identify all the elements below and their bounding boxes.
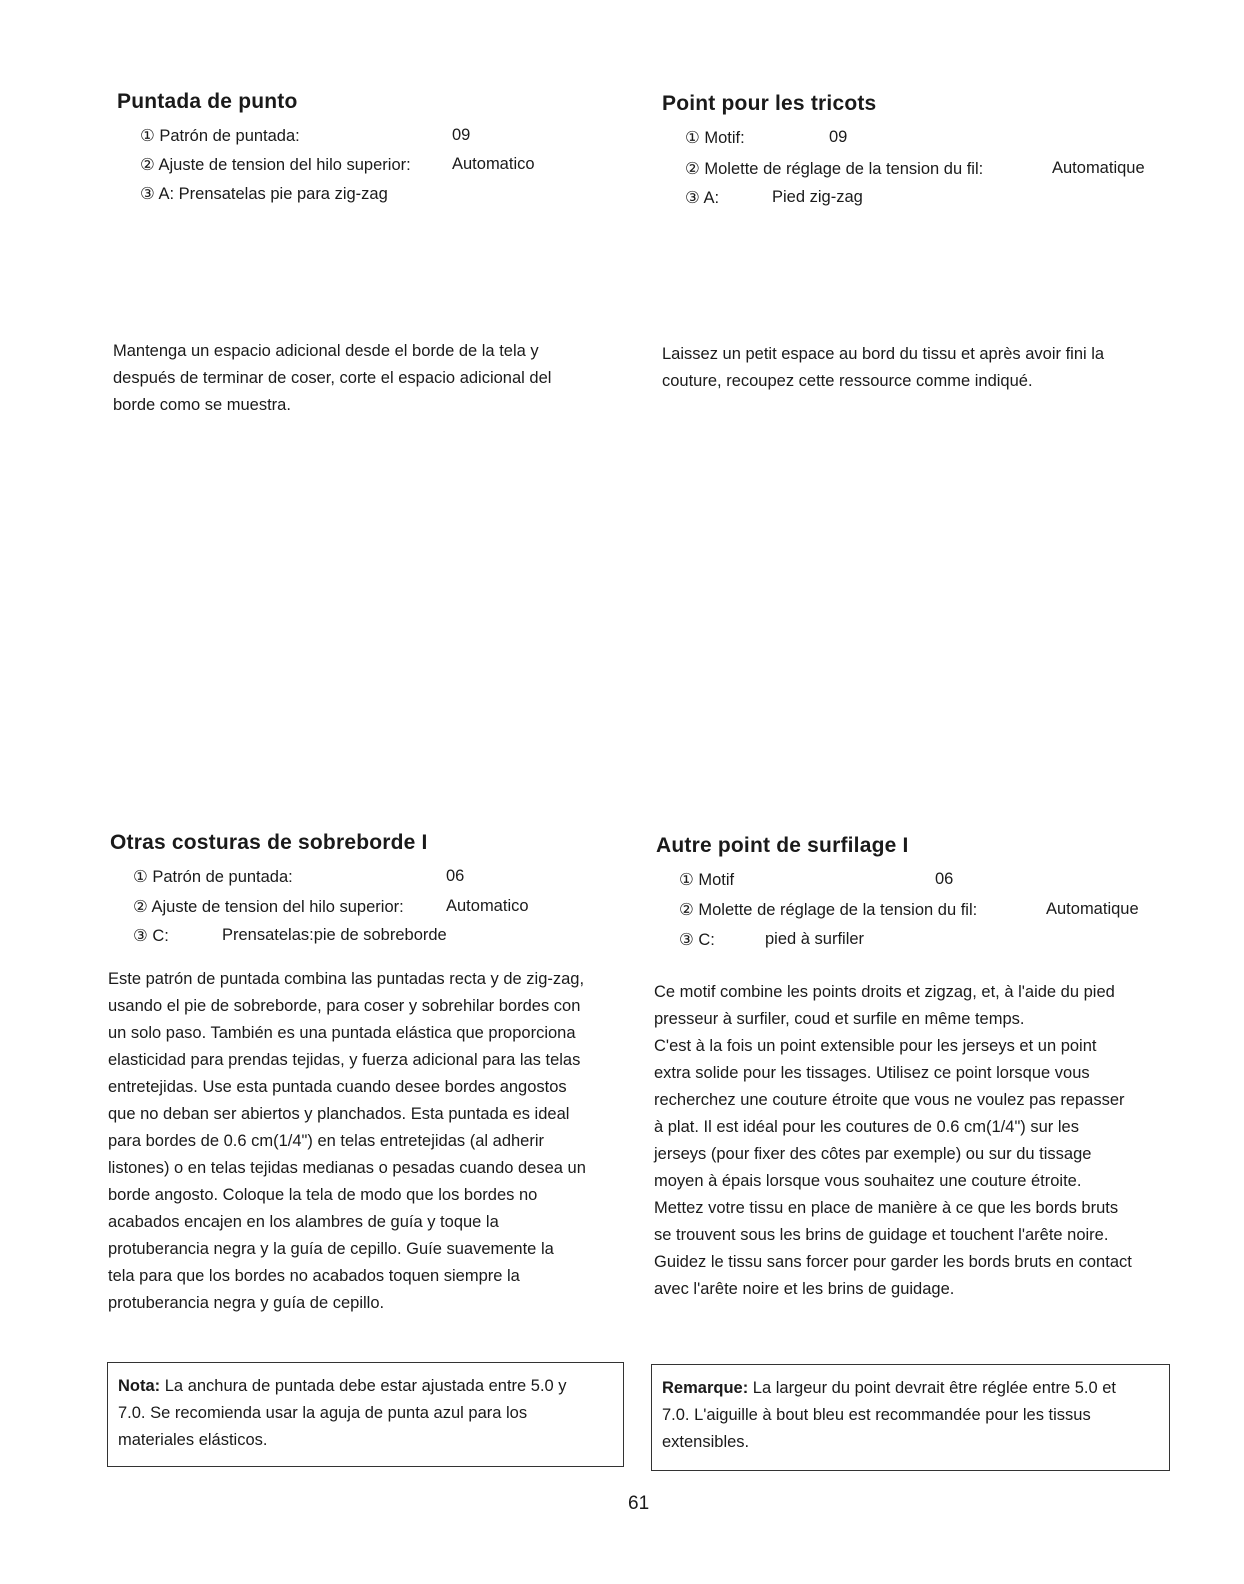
fr-bottom-row-3-label: ③ C: bbox=[679, 931, 715, 949]
es-bottom-line: entretejidas. Use esta puntada cuando desee bordes angostos bbox=[108, 1078, 567, 1096]
es-note-text: La anchura de puntada debe estar ajustada entre 5.0 y bbox=[160, 1377, 567, 1395]
fr-top-row-2-label: ② Molette de réglage de la tension du fil: bbox=[685, 160, 984, 178]
fr-top-paragraph bbox=[662, 341, 1182, 395]
es-top-row-3-label: ③ A: Prensatelas pie para zig-zag bbox=[140, 185, 388, 203]
fr-bottom-line: presseur à surfiler, coud et surfile en même temps. bbox=[654, 1010, 1025, 1028]
fr-bottom-row-3-value: pied à surfiler bbox=[765, 930, 865, 948]
es-top-para-line: después de terminar de coser, corte el espacio adicional del bbox=[113, 369, 552, 387]
fr-top-row-3-label: ③ A: bbox=[685, 189, 720, 207]
es-note-line: materiales elásticos. bbox=[118, 1431, 268, 1449]
fr-note-line: extensibles. bbox=[662, 1433, 750, 1451]
fr-top-heading: Point pour les tricots bbox=[662, 92, 877, 115]
fr-bottom-line: se trouvent sous les brins de guidage et touchent l'arête noire. bbox=[654, 1226, 1109, 1244]
es-note-line bbox=[118, 1373, 613, 1400]
fr-bottom-row-2-value: Automatique bbox=[1046, 900, 1139, 918]
es-note-label: Nota: bbox=[118, 1377, 161, 1395]
fr-note-box bbox=[651, 1364, 1170, 1471]
fr-top-para-line: Laissez un petit espace au bord du tissu et après avoir fini la bbox=[662, 345, 1105, 363]
fr-top-row-1-label: ① Motif: bbox=[685, 129, 745, 147]
es-top-paragraph bbox=[113, 338, 633, 419]
es-bottom-heading: Otras costuras de sobreborde I bbox=[110, 831, 428, 854]
es-bottom-line: elasticidad para prendas tejidas, y fuerza adicional para las telas bbox=[108, 1051, 581, 1069]
fr-bottom-row-1-value: 06 bbox=[935, 870, 954, 888]
es-bottom-line: acabados encajen en los alambres de guía y toque la bbox=[108, 1213, 499, 1231]
es-bottom-line: protuberancia negra y la guía de cepillo. Guíe suavemente la bbox=[108, 1240, 554, 1258]
es-top-row-1-label: ① Patrón de puntada: bbox=[140, 127, 300, 145]
fr-note-label: Remarque: bbox=[662, 1379, 749, 1397]
es-bottom-paragraph bbox=[108, 966, 638, 1317]
es-bottom-row-3-value: Prensatelas:pie de sobreborde bbox=[222, 926, 447, 944]
fr-bottom-paragraph bbox=[654, 979, 1214, 1303]
fr-top-row-1-value: 09 bbox=[829, 128, 848, 146]
es-top-row-2-value: Automatico bbox=[452, 155, 535, 173]
es-bottom-line: borde angosto. Coloque la tela de modo que los bordes no bbox=[108, 1186, 538, 1204]
es-note-line: 7.0. Se recomienda usar la aguja de punta azul para los bbox=[118, 1404, 528, 1422]
fr-bottom-line: Guidez le tissu sans forcer pour garder les bords bruts en contact bbox=[654, 1253, 1132, 1271]
es-bottom-line: usando el pie de sobreborde, para coser y sobrehilar bordes con bbox=[108, 997, 581, 1015]
fr-bottom-line: à plat. Il est idéal pour les coutures de 0.6 cm(1/4") sur les bbox=[654, 1118, 1079, 1136]
fr-bottom-line: jerseys (pour fixer des côtes par exemple) ou sur du tissage bbox=[654, 1145, 1092, 1163]
fr-bottom-row-2-label: ② Molette de réglage de la tension du fil: bbox=[679, 901, 978, 919]
es-bottom-line: listones) o en telas tejidas medianas o pesadas cuando desea un bbox=[108, 1159, 586, 1177]
fr-bottom-line: Mettez votre tissu en place de manière à ce que les bords bruts bbox=[654, 1199, 1119, 1217]
es-bottom-line: un solo paso. También es una puntada elástica que proporciona bbox=[108, 1024, 576, 1042]
fr-bottom-heading: Autre point de surfilage I bbox=[656, 834, 909, 857]
es-bottom-row-3-label: ③ C: bbox=[133, 927, 169, 945]
es-top-heading: Puntada de punto bbox=[117, 90, 298, 113]
fr-note-line: 7.0. L'aiguille à bout bleu est recommandée pour les tissus bbox=[662, 1406, 1091, 1424]
es-bottom-row-2-value: Automatico bbox=[446, 897, 529, 915]
es-top-para-line: Mantenga un espacio adicional desde el borde de la tela y bbox=[113, 342, 539, 360]
fr-top-para-line: couture, recoupez cette ressource comme indiqué. bbox=[662, 372, 1033, 390]
es-bottom-row-1-value: 06 bbox=[446, 867, 465, 885]
es-bottom-line: que no deban ser abiertos y planchados. Esta puntada es ideal bbox=[108, 1105, 570, 1123]
es-bottom-row-2-label: ② Ajuste de tension del hilo superior: bbox=[133, 898, 404, 916]
fr-bottom-line: C'est à la fois un point extensible pour les jerseys et un point bbox=[654, 1037, 1097, 1055]
es-bottom-line: para bordes de 0.6 cm(1/4") en telas entretejidas (al adherir bbox=[108, 1132, 545, 1150]
fr-bottom-line: Ce motif combine les points droits et zigzag, et, à l'aide du pied bbox=[654, 983, 1115, 1001]
es-bottom-line: Este patrón de puntada combina las puntadas recta y de zig-zag, bbox=[108, 970, 585, 988]
fr-top-row-3-value: Pied zig-zag bbox=[772, 188, 863, 206]
fr-bottom-row-1-label: ① Motif bbox=[679, 871, 735, 889]
fr-bottom-line: moyen à épais lorsque vous souhaitez une couture étroite. bbox=[654, 1172, 1082, 1190]
es-top-row-1 bbox=[140, 126, 300, 146]
fr-top-row-2-value: Automatique bbox=[1052, 159, 1145, 177]
es-bottom-line: protuberancia negra y guía de cepillo. bbox=[108, 1294, 385, 1312]
fr-bottom-line: extra solide pour les tissages. Utilisez ce point lorsque vous bbox=[654, 1064, 1090, 1082]
es-top-para-line: borde como se muestra. bbox=[113, 396, 291, 414]
fr-note-text: La largeur du point devrait être réglée entre 5.0 et bbox=[748, 1379, 1117, 1397]
fr-bottom-line: avec l'arête noire et les brins de guidage. bbox=[654, 1280, 955, 1298]
fr-note-line bbox=[662, 1375, 1159, 1402]
page-number: 61 bbox=[628, 1493, 650, 1514]
es-bottom-line: tela para que los bordes no acabados toquen siempre la bbox=[108, 1267, 520, 1285]
es-bottom-row-1-label: ① Patrón de puntada: bbox=[133, 868, 293, 886]
es-top-row-1-value: 09 bbox=[452, 126, 471, 144]
fr-bottom-line: recherchez une couture étroite que vous ne voulez pas repasser bbox=[654, 1091, 1125, 1109]
es-top-row-2-label: ② Ajuste de tension del hilo superior: bbox=[140, 156, 411, 174]
es-note-box bbox=[107, 1362, 624, 1467]
